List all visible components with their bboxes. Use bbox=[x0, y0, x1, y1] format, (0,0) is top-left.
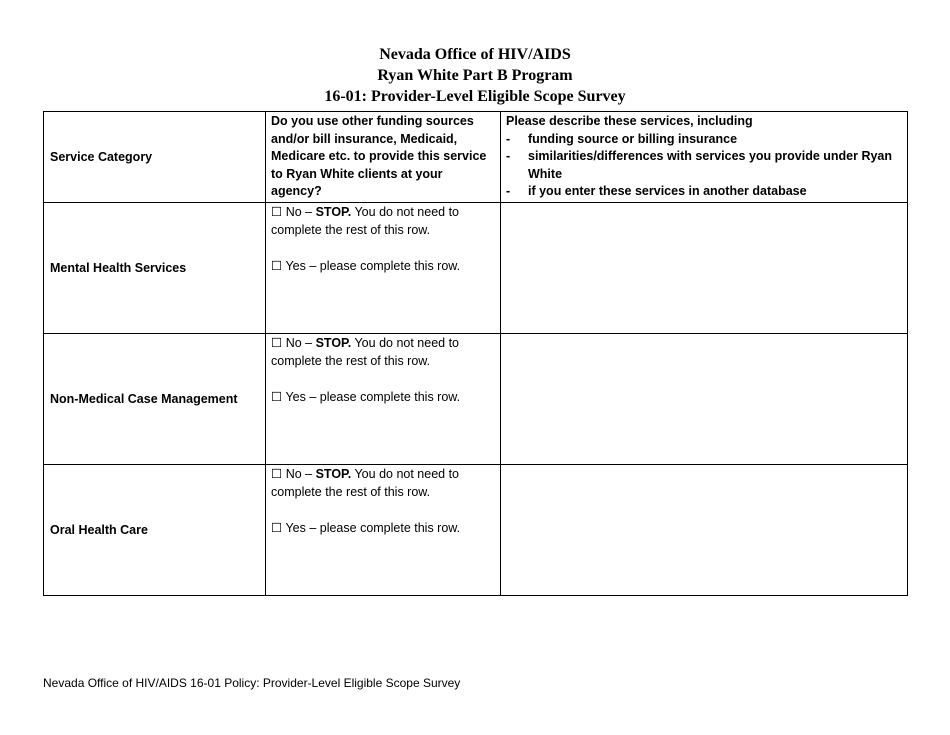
yes-text: Yes – please complete this row. bbox=[282, 390, 461, 404]
service-category-cell: Non-Medical Case Management bbox=[44, 334, 266, 465]
description-header-intro: Please describe these services, including bbox=[506, 114, 753, 128]
no-prefix: No – bbox=[282, 336, 316, 350]
checkbox-yes[interactable]: ☐ bbox=[271, 259, 283, 273]
description-answer-cell[interactable] bbox=[501, 465, 908, 596]
table-row bbox=[44, 203, 908, 334]
yes-option[interactable] bbox=[271, 258, 495, 276]
stop-label: STOP. bbox=[315, 205, 352, 219]
no-option[interactable] bbox=[271, 466, 495, 501]
checkbox-no[interactable]: ☐ bbox=[271, 336, 283, 350]
no-prefix: No – bbox=[282, 205, 316, 219]
survey-table bbox=[43, 111, 908, 596]
funding-question-header: Do you use other funding sources and/or bill insurance, Medicaid, Medicare etc. to provide this service to Ryan White clients at your agency? bbox=[266, 112, 501, 203]
header-program: Ryan White Part B Program bbox=[377, 67, 573, 84]
stop-label: STOP. bbox=[315, 336, 352, 350]
description-bullet: - funding source or billing insurance bbox=[506, 131, 902, 149]
yes-text: Yes – please complete this row. bbox=[282, 259, 461, 273]
no-suffix: You do not need to complete the rest of this row. bbox=[271, 336, 459, 368]
no-option[interactable] bbox=[271, 204, 495, 239]
funding-answer-cell bbox=[266, 203, 501, 334]
table-row bbox=[44, 465, 908, 596]
page-footer: Nevada Office of HIV/AIDS 16-01 Policy: Provider-Level Eligible Scope Survey bbox=[43, 676, 461, 690]
yes-option[interactable] bbox=[271, 520, 495, 538]
description-bullet: - similarities/differences with services you provide under Ryan White bbox=[506, 148, 902, 183]
no-suffix: You do not need to complete the rest of this row. bbox=[271, 205, 459, 237]
description-bullet-list bbox=[506, 131, 902, 201]
document-header bbox=[0, 44, 950, 107]
no-option[interactable] bbox=[271, 335, 495, 370]
checkbox-no[interactable]: ☐ bbox=[271, 205, 283, 219]
no-prefix: No – bbox=[282, 467, 316, 481]
description-header bbox=[501, 112, 908, 203]
service-category-cell: Mental Health Services bbox=[44, 203, 266, 334]
checkbox-no[interactable]: ☐ bbox=[271, 467, 283, 481]
description-answer-cell[interactable] bbox=[501, 334, 908, 465]
funding-answer-cell bbox=[266, 334, 501, 465]
service-category-cell: Oral Health Care bbox=[44, 465, 266, 596]
table-row bbox=[44, 334, 908, 465]
checkbox-yes[interactable]: ☐ bbox=[271, 390, 283, 404]
description-answer-cell[interactable] bbox=[501, 203, 908, 334]
header-agency: Nevada Office of HIV/AIDS bbox=[379, 46, 571, 63]
header-title: 16-01: Provider-Level Eligible Scope Survey bbox=[324, 88, 626, 105]
table-header-row bbox=[44, 112, 908, 203]
checkbox-yes[interactable]: ☐ bbox=[271, 521, 283, 535]
description-bullet: - if you enter these services in another database bbox=[506, 183, 902, 201]
yes-text: Yes – please complete this row. bbox=[282, 521, 461, 535]
stop-label: STOP. bbox=[315, 467, 352, 481]
no-suffix: You do not need to complete the rest of this row. bbox=[271, 467, 459, 499]
service-category-header: Service Category bbox=[44, 112, 266, 203]
yes-option[interactable] bbox=[271, 389, 495, 407]
funding-answer-cell bbox=[266, 465, 501, 596]
